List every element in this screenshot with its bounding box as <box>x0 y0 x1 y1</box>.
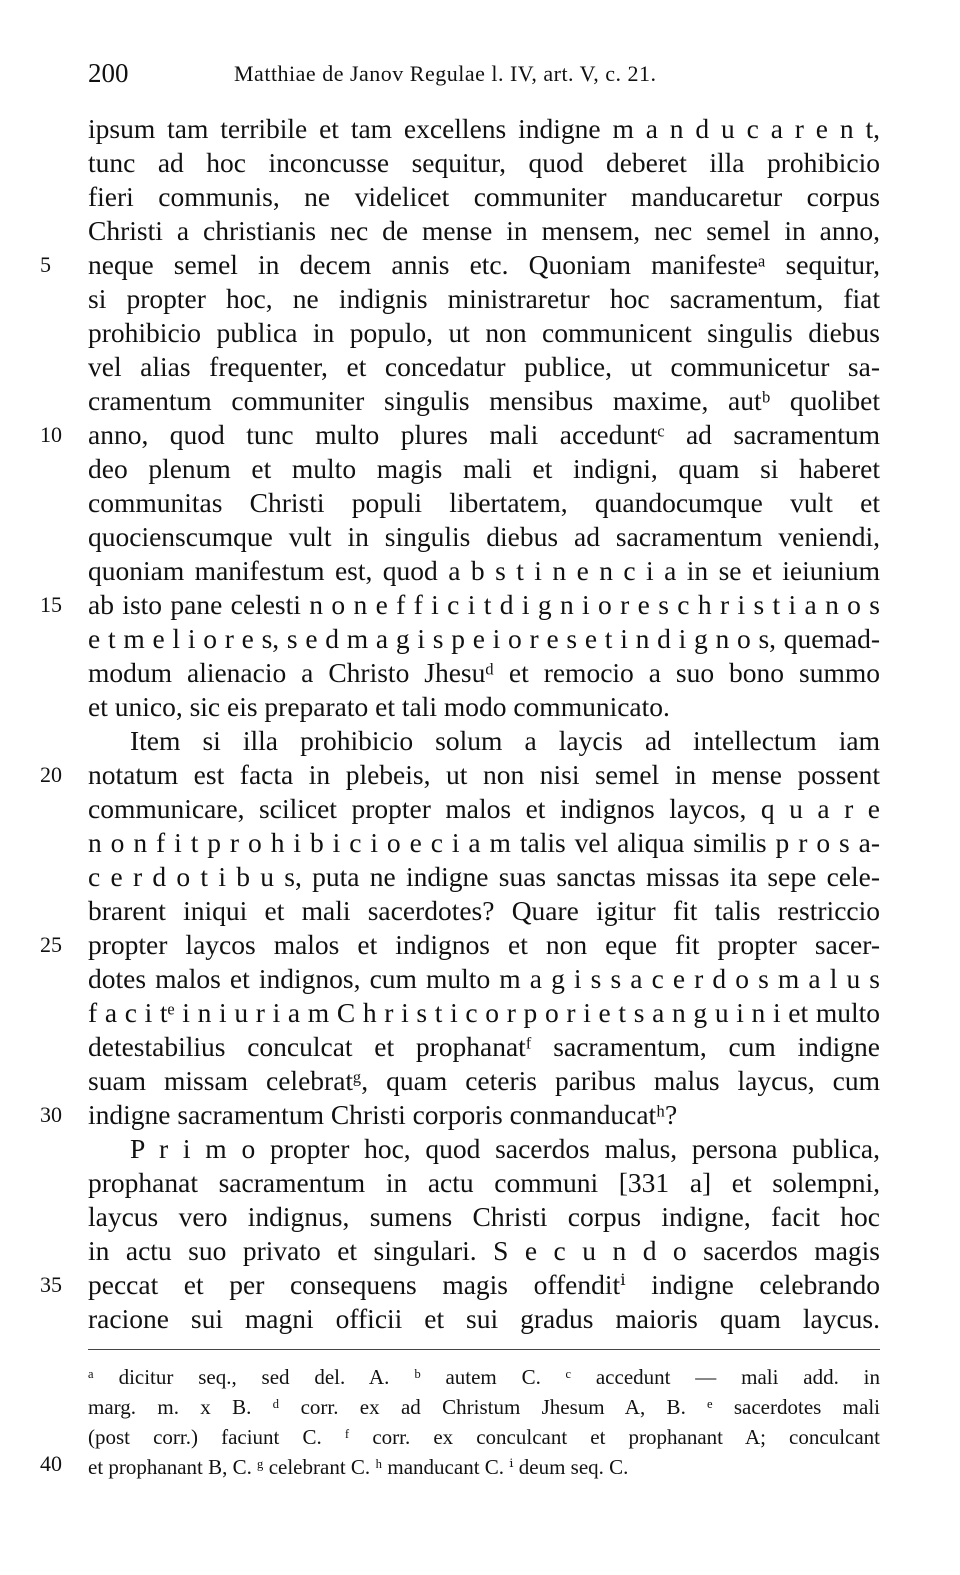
footnote-line: et prophanant B, C. ᵍ celebrant C. ʰ manducant C. ⁱ deum seq. C. <box>88 1455 629 1479</box>
footnote-line: marg. m. x B. ᵈ corr. ex ad Christum Jhesum A, B. ᵉ sacerdotes mali <box>88 1395 880 1419</box>
text-line: detestabilius conculcat et prophanatᶠ sacramentum, cum indigne <box>88 1031 880 1062</box>
page-header <box>88 58 888 98</box>
text-line: P r i m o propter hoc, quod sacerdos malus, persona publica, <box>130 1133 880 1164</box>
text-line: c e r d o t i b u s, puta ne indigne suas sanctas missas ita sepe cele- <box>88 861 880 892</box>
text-line: cramentum communiter singulis mensibus maxime, autᵇ quolibet <box>88 385 880 416</box>
text-line: n o n f i t p r o h i b i c i o e c i a m talis vel aliqua similis p r o s a- <box>88 827 880 858</box>
text-line: quoniam manifestum est, quod a b s t i n e n c i a in se et ieiunium <box>88 555 880 586</box>
text-line: laycus vero indignus, sumens Christi corpus indigne, facit hoc <box>88 1201 880 1232</box>
text-line: quocienscumque vult in singulis diebus ad sacramentum veniendi, <box>88 521 880 552</box>
text-line: anno, quod tunc multo plures mali acceduntᶜ ad sacramentum <box>88 419 880 450</box>
page-number: 200 <box>88 58 129 88</box>
footnote-line: ᵃ dicitur seq., sed del. A. ᵇ autem C. ᶜ accedunt — mali add. in <box>88 1365 880 1389</box>
text-line: suam missam celebratᵍ, quam ceteris paribus malus laycus, cum <box>88 1065 880 1096</box>
line-number: 15 <box>40 592 62 617</box>
text-line: racione sui magni officii et sui gradus maioris quam laycus. <box>88 1303 880 1334</box>
footnote-divider <box>88 1349 880 1350</box>
text-line: in actu suo privato et singulari. S e c u n d o sacerdos magis <box>88 1235 880 1266</box>
line-number: 40 <box>40 1451 62 1476</box>
line-number: 30 <box>40 1102 62 1127</box>
text-line: Christi a christianis nec de mense in mensem, nec semel in anno, <box>88 215 880 246</box>
line-number: 25 <box>40 932 62 957</box>
text-line: dotes malos et indignos, cum multo m a g i s s a c e r d o s m a l u s <box>88 963 880 994</box>
text-line: si propter hoc, ne indignis ministraretur hoc sacramentum, fiat <box>88 283 880 314</box>
text-line: communicare, scilicet propter malos et indignos laycos, q u a r e <box>88 793 880 824</box>
text-line: communitas Christi populi libertatem, quandocumque vult et <box>88 487 880 518</box>
line-number: 5 <box>40 252 51 277</box>
running-head: Matthiae de Janov Regulae l. IV, art. V, c. 21. <box>234 61 657 86</box>
text-line: ab isto pane celesti n o n e f f i c i t d i g n i o r e s c h r i s t i a n o s <box>88 589 880 620</box>
text-line: indigne sacramentum Christi corporis conmanducatʰ? <box>88 1099 678 1130</box>
line-number: 20 <box>40 762 62 787</box>
text-line: prohibicio publica in populo, ut non communicent singulis diebus <box>88 317 880 348</box>
text-line: Item si illa prohibicio solum a laycis ad intellectum iam <box>130 725 880 756</box>
text-line: brarent iniqui et mali sacerdotes? Quare igitur fit talis restriccio <box>88 895 880 926</box>
line-number: 35 <box>40 1272 62 1297</box>
text-line: neque semel in decem annis etc. Quoniam manifesteᵃ sequitur, <box>88 249 880 280</box>
text-line: peccat et per consequens magis offenditⁱ indigne celebrando <box>88 1269 880 1300</box>
text-line: ipsum tam terribile et tam excellens indigne m a n d u c a r e n t, <box>88 113 880 144</box>
text-line: modum alienacio a Christo Jhesuᵈ et remocio a suo bono summo <box>88 657 880 688</box>
footnote-line: (post corr.) faciunt C. ᶠ corr. ex conculcant et prophanant A; conculcant <box>88 1425 880 1449</box>
text-line: propter laycos malos et indignos et non eque fit propter sacer- <box>88 929 880 960</box>
line-number: 10 <box>40 422 62 447</box>
text-line: f a c i tᵉ i n i u r i a m C h r i s t i c o r p o r i e t s a n g u i n i et multo <box>88 997 880 1028</box>
text-line: tunc ad hoc inconcusse sequitur, quod deberet illa prohibicio <box>88 147 880 178</box>
text-line: notatum est facta in plebeis, ut non nisi semel in mense possent <box>88 759 880 790</box>
text-line: fieri communis, ne videlicet communiter manducaretur corpus <box>88 181 880 212</box>
text-line: et unico, sic eis preparato et tali modo communicato. <box>88 691 670 722</box>
text-line: vel alias frequenter, et concedatur publice, ut communicetur sa- <box>88 351 880 382</box>
text-line: e t m e l i o r e s, s e d m a g i s p e i o r e s e t i n d i g n o s, quemad- <box>88 623 880 654</box>
text-line: deo plenum et multo magis mali et indigni, quam si haberet <box>88 453 880 484</box>
text-line: prophanat sacramentum in actu communi [331 a] et solempni, <box>88 1167 880 1198</box>
